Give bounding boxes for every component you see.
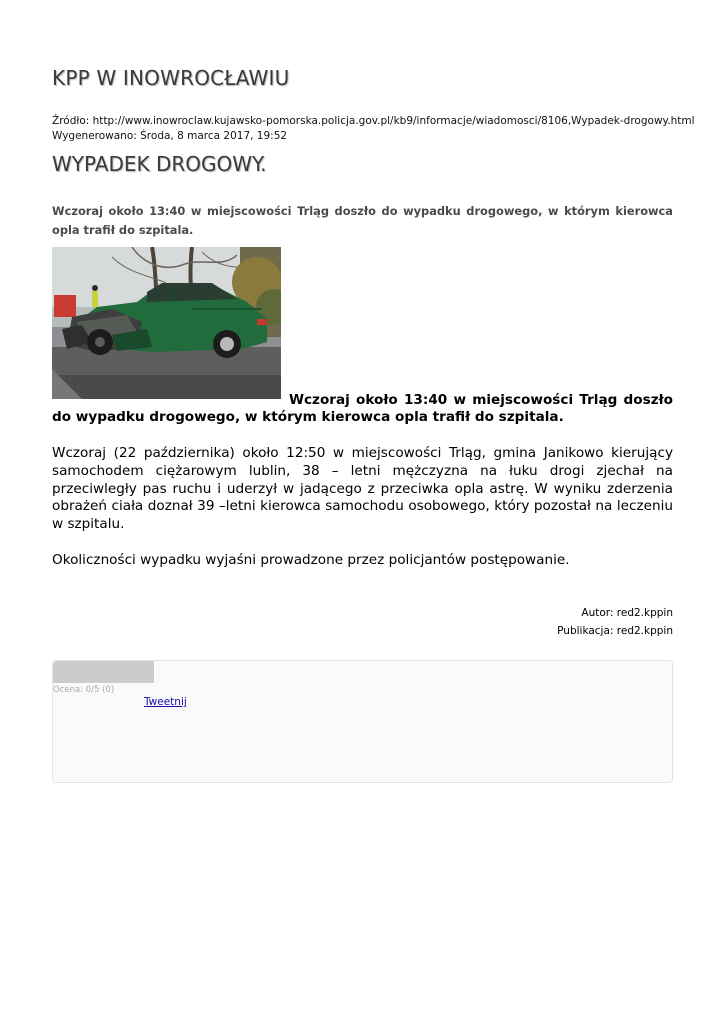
accident-photo	[52, 247, 281, 399]
article-body	[52, 445, 673, 588]
article-title: WYPADEK DROGOWY.	[52, 152, 267, 176]
author-info	[557, 604, 673, 640]
rating-box	[52, 660, 673, 783]
article-paragraph: Wczoraj (22 października) około 12:50 w miejscowości Trląg, gmina Janikowo kierujący samochodem ciężarowym lublin, 38 – letni mężczyzna na łuku drogi zjechał na przeciwległy pas ruchu i uderzył w jadącego z przeciwka opla astrę. W wyniku zderzenia obrażeń ciała doznał 39 –letni kierowca samochodu osobowego, który pozostał na leczeniu w szpitalu.	[52, 445, 673, 533]
site-title: KPP W INOWROCŁAWIU	[52, 66, 290, 90]
document-meta	[52, 114, 695, 143]
rating-text: Ocena: 0/5 (0)	[53, 685, 115, 695]
tweet-link[interactable]: Tweetnij	[144, 696, 187, 708]
publication-label: Publikacja: red2.kppin	[557, 625, 673, 637]
article-paragraph: Okoliczności wypadku wyjaśni prowadzone przez policjantów postępowanie.	[52, 551, 570, 568]
rating-stars-bar[interactable]	[53, 661, 154, 683]
article-subheading: Wczoraj około 13:40 w miejscowości Trląg doszło do wypadku drogowego, w którym kierowca opla trafił do szpitala.	[52, 392, 673, 425]
author-label: Autor: red2.kppin	[581, 607, 673, 619]
article-lead: Wczoraj około 13:40 w miejscowości Trląg doszło do wypadku drogowego, w którym kierowca opla trafił do szpitala.	[52, 204, 673, 237]
source-url: Źródło: http://www.inowroclaw.kujawsko-pomorska.policja.gov.pl/kb9/informacje/wiadomosci/8106,Wypadek-drogowy.html	[52, 115, 695, 127]
generated-date: Wygenerowano: Środa, 8 marca 2017, 19:52	[52, 129, 288, 142]
